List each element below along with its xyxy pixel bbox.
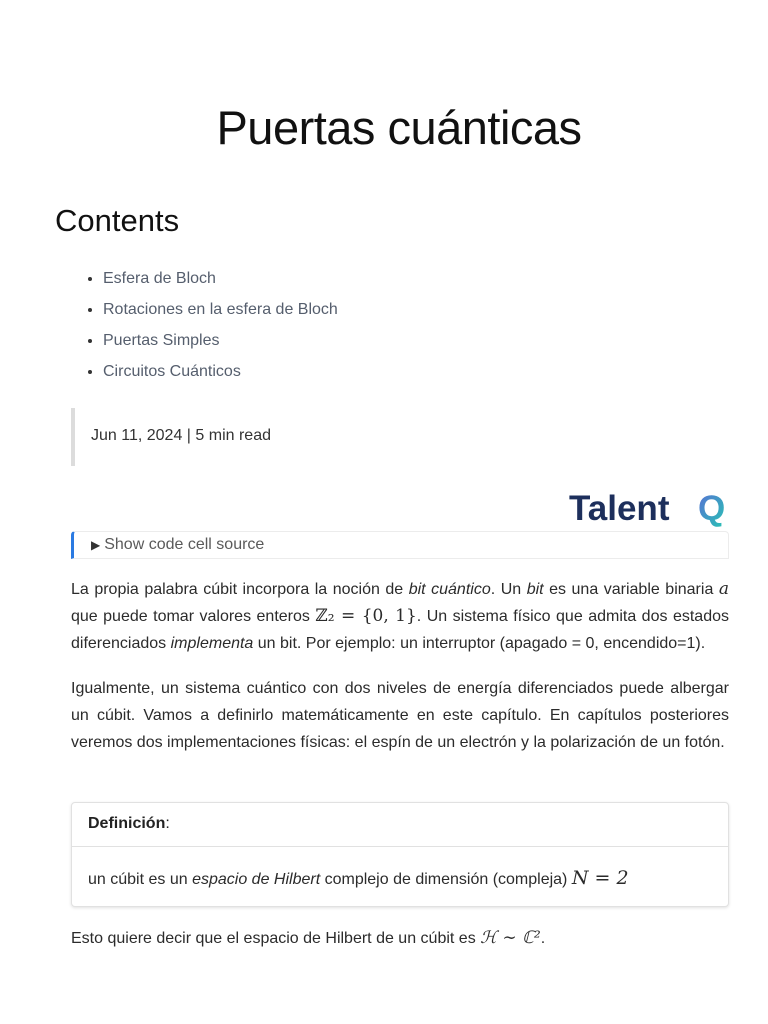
toc-link-circuitos-cuanticos[interactable]: Circuitos Cuánticos xyxy=(103,363,241,380)
table-of-contents xyxy=(0,263,338,387)
definition-header xyxy=(72,803,728,847)
toc-item xyxy=(103,263,338,294)
show-code-cell-toggle[interactable] xyxy=(71,531,729,559)
toc-item xyxy=(103,294,338,325)
math-hilbert-c2: ℋ ∼ ℂ² xyxy=(480,928,541,948)
definition-body xyxy=(72,847,728,889)
math-z2-set: ℤ₂ = {0, 1} xyxy=(315,606,417,626)
text: complejo de dimensión (compleja) xyxy=(320,871,572,888)
meta-separator: | xyxy=(182,427,196,444)
triangle-right-icon: ▶ xyxy=(91,538,101,552)
emphasis: bit cuántico xyxy=(408,581,491,598)
math-variable-a: a xyxy=(718,579,729,599)
toc-link-puertas-simples[interactable]: Puertas Simples xyxy=(103,332,220,349)
read-time: 5 min read xyxy=(195,427,271,444)
contents-heading: Contents xyxy=(55,203,180,238)
text: Esto quiere decir que el espacio de Hilbert de un cúbit es xyxy=(71,930,481,947)
definition-label: Definición xyxy=(88,815,166,832)
emphasis: espacio de Hilbert xyxy=(192,871,321,888)
math-n-equals-2: N = 2 xyxy=(571,867,629,889)
logo-text-accent: Q xyxy=(698,489,725,528)
paragraph-bit-definition xyxy=(71,576,729,657)
text: un bit. Por ejemplo: un interruptor (apagado = 0, encendido=1). xyxy=(253,635,706,652)
toc-item xyxy=(103,356,338,387)
emphasis: bit xyxy=(526,581,544,598)
toc-item xyxy=(103,325,338,356)
toc-link-esfera-de-bloch[interactable]: Esfera de Bloch xyxy=(103,270,216,287)
text: . Un xyxy=(490,581,527,598)
paragraph-hilbert-space xyxy=(71,925,729,952)
text: es una variable binaria xyxy=(543,581,719,598)
code-cell-toggle-label: Show code cell source xyxy=(104,536,265,553)
definition-box xyxy=(71,802,729,907)
emphasis: implementa xyxy=(170,635,254,652)
paragraph-quantum-system: Igualmente, un sistema cuántico con dos niveles de energía diferenciados puede albergar un cúbit. Vamos a definirlo matemáticamente en este capítulo. En capítulos posteriores veremos dos implementaciones físicas: el espín de un electrón y la polarización de un fotón. xyxy=(71,680,729,751)
text: La propia palabra cúbit incorpora la noción de xyxy=(71,581,409,598)
text: . Un sistema físico que admita dos estados diferenciados xyxy=(71,608,729,652)
article-meta xyxy=(71,408,711,466)
text: un cúbit es un xyxy=(88,871,193,888)
toc-link-rotaciones[interactable]: Rotaciones en la esfera de Bloch xyxy=(103,301,338,318)
publish-date: Jun 11, 2024 xyxy=(91,427,183,444)
logo-text-main: Talent xyxy=(569,489,670,528)
text: . xyxy=(540,930,546,947)
text: que puede tomar valores enteros xyxy=(71,608,316,625)
talentq-logo xyxy=(569,488,725,528)
text: : xyxy=(165,815,170,832)
page-title: Puertas cuánticas xyxy=(216,101,582,154)
